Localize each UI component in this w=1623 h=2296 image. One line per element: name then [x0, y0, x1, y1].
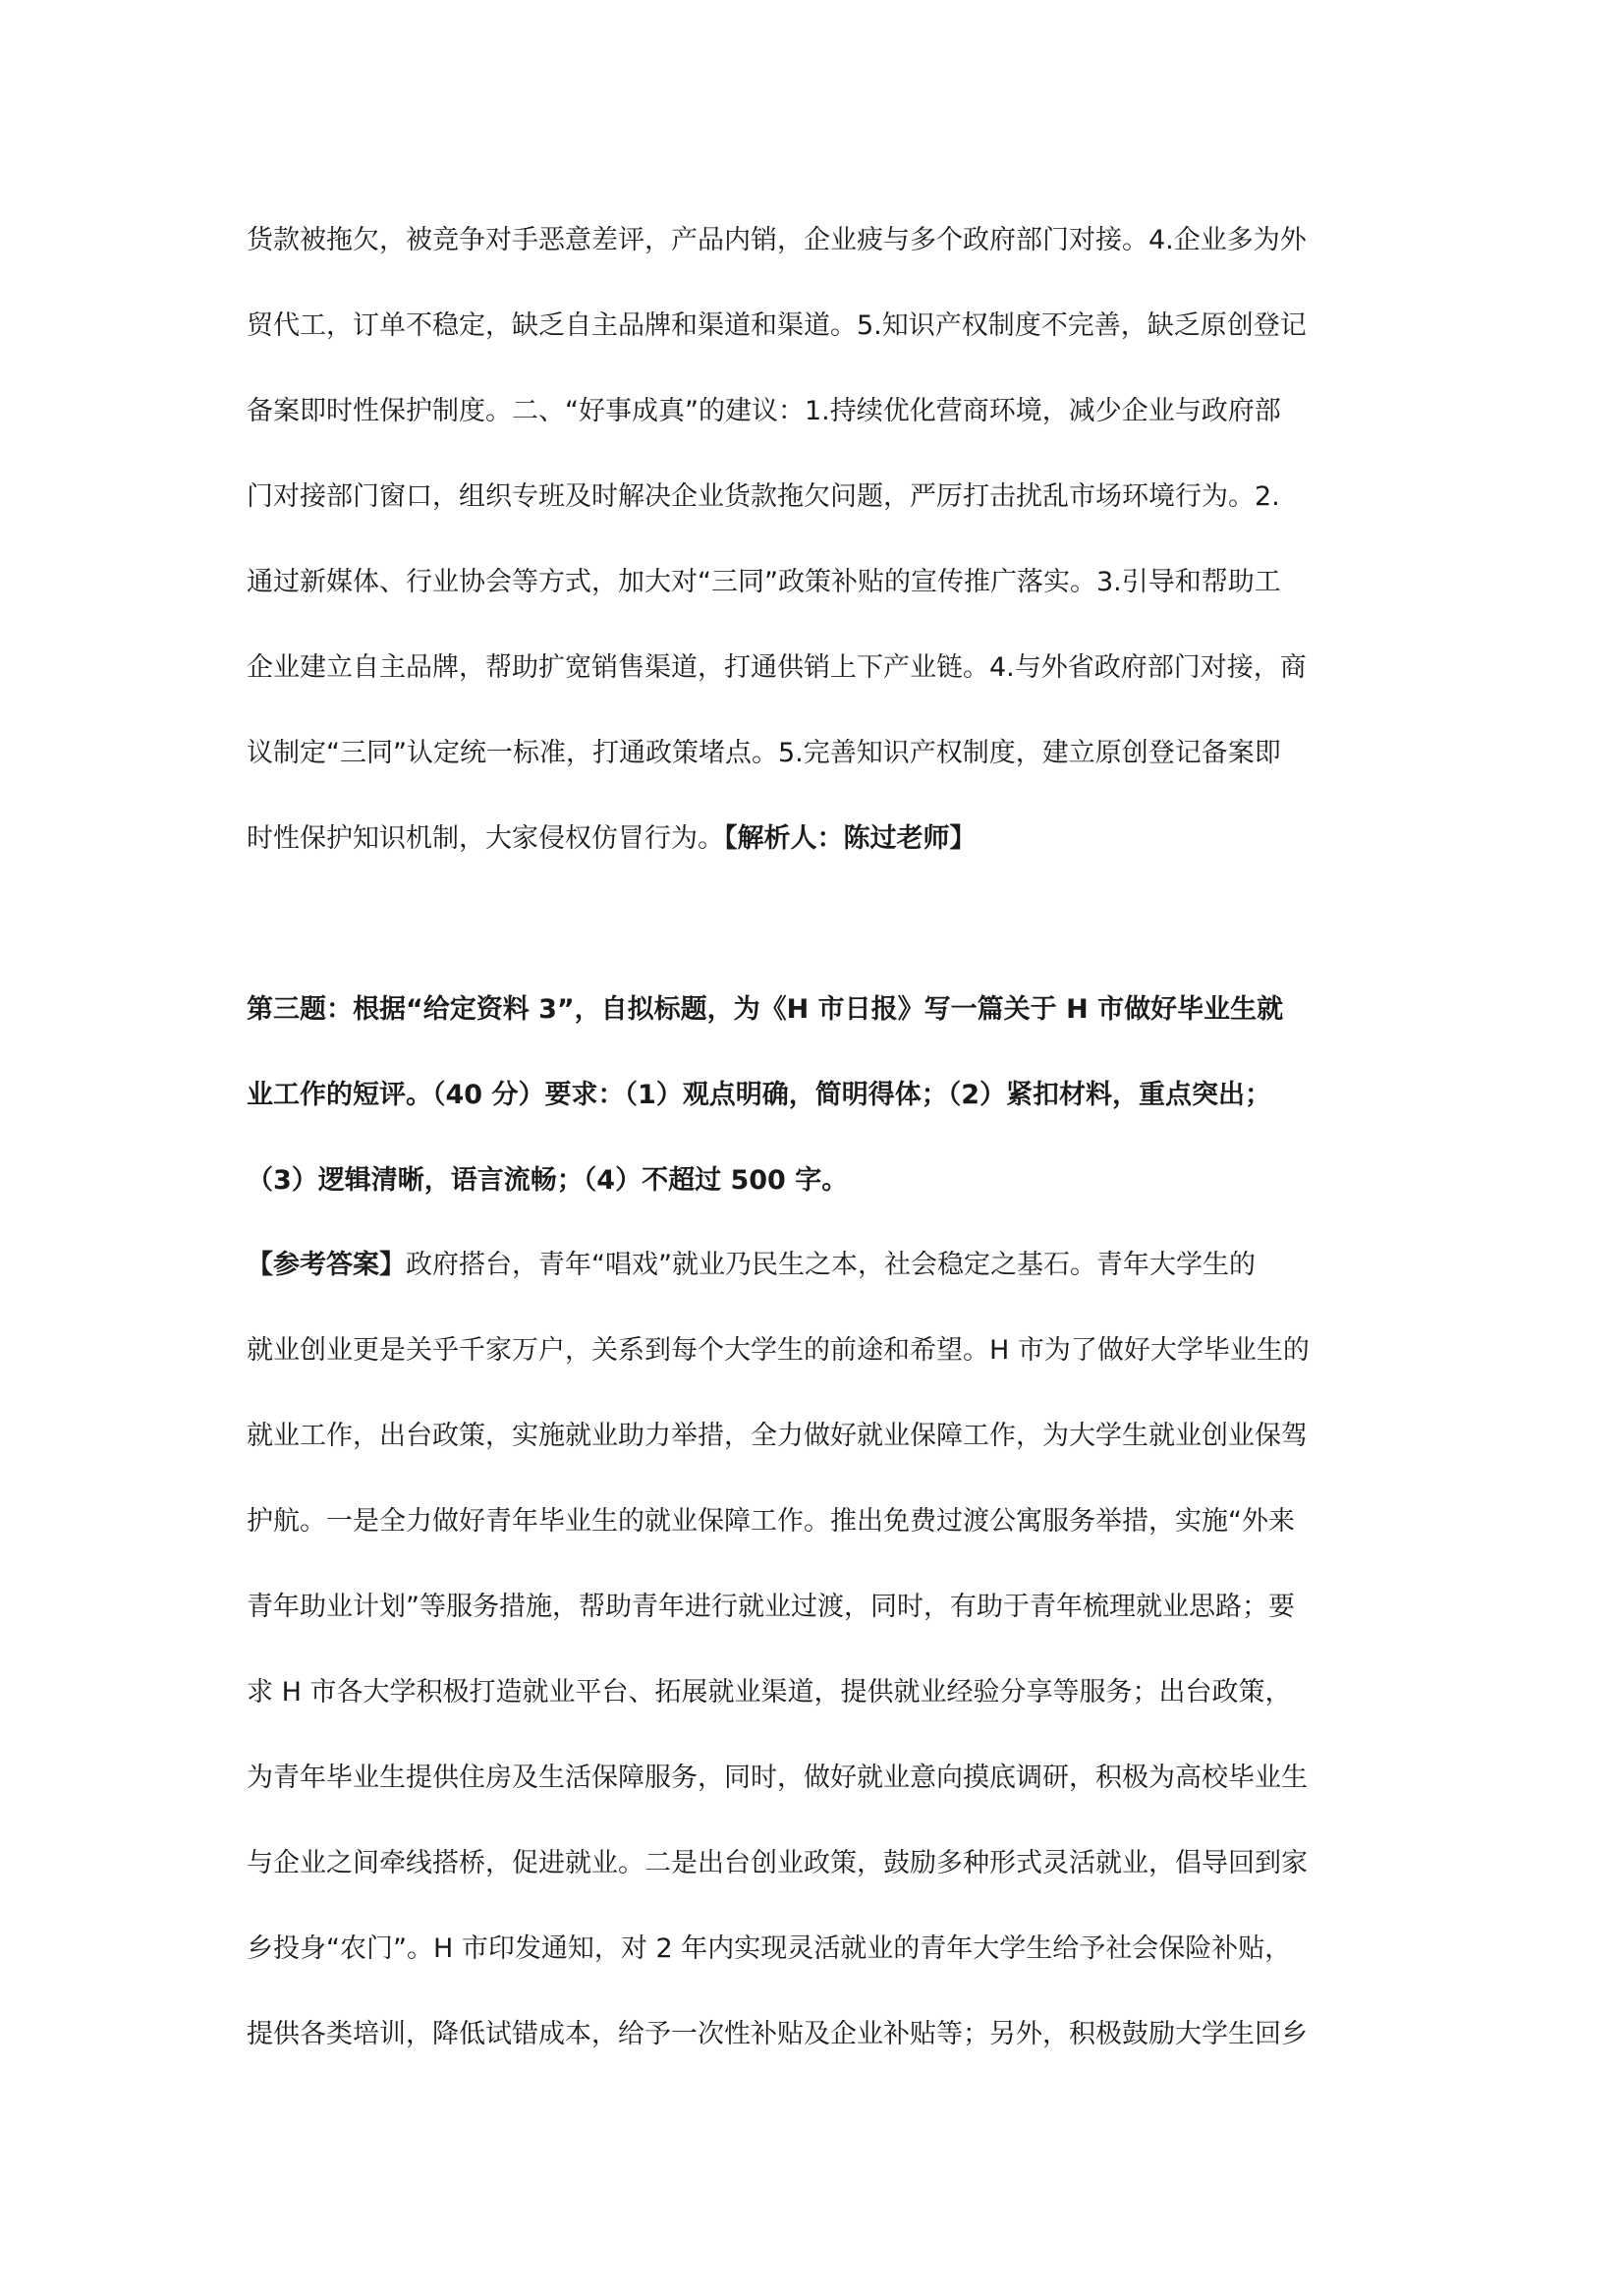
paragraph-line: 护航。一是全力做好青年毕业生的就业保障工作。推出免费过渡公寓服务举措，实施“外来	[247, 1506, 1295, 1537]
paragraph-line: 货款被拖欠，被竞争对手恶意差评，产品内销，企业疲与多个政府部门对接。4.企业多为外	[247, 225, 1307, 255]
paragraph-line: 青年助业计划”等服务措施，帮助青年进行就业过渡，同时，有助于青年梳理就业思路；要	[247, 1592, 1295, 1622]
paragraph-line: 为青年毕业生提供住房及生活保障服务，同时，做好就业意向摸底调研，积极为高校毕业生	[247, 1763, 1308, 1793]
reference-answer-label: 【参考答案】	[247, 1250, 406, 1280]
paragraph-line: 求 H 市各大学积极打造就业平台、拓展就业渠道，提供就业经验分享等服务；出台政策，	[247, 1677, 1292, 1708]
paragraph-text: 政府搭台，青年“唱戏”就业乃民生之本，社会稳定之基石。青年大学生的	[406, 1250, 1256, 1280]
paragraph-line: 门对接部门窗口，组织专班及时解决企业货款拖欠问题，严厉打击扰乱市场环境行为。2.	[247, 481, 1280, 512]
paragraph-line: 备案即时性保护制度。二、“好事成真”的建议：1.持续优化营商环境，减少企业与政府部	[247, 396, 1281, 426]
paragraph-line	[247, 819, 1391, 859]
question-line: 第三题：根据“给定资料 3”，自拟标题，为《H 市日报》写一篇关于 H 市做好毕业生就	[247, 994, 1284, 1025]
question-line: 业工作的短评。（40 分）要求：（1）观点明确，简明得体；（2）紧扣材料，重点突出；	[247, 1080, 1272, 1110]
paragraph-line: 与企业之间牵线搭桥，促进就业。二是出台创业政策，鼓励多种形式灵活就业，倡导回到家	[247, 1848, 1308, 1878]
paragraph-line: 就业创业更是关乎千家万户，关系到每个大学生的前途和希望。H 市为了做好大学毕业生的	[247, 1335, 1310, 1366]
question-line: （3）逻辑清晰，语言流畅；（4）不超过 500 字。	[247, 1165, 849, 1196]
paragraph-line: 企业建立自主品牌，帮助扩宽销售渠道，打通供销上下产业链。4.与外省政府部门对接，商	[247, 652, 1307, 683]
paragraph-line: 贸代工，订单不稳定，缺乏自主品牌和渠道和渠道。5.知识产权制度不完善，缺乏原创登记	[247, 310, 1307, 341]
paragraph-line: 通过新媒体、行业协会等方式，加大对“三同”政策补贴的宣传推广落实。3.引导和帮助工	[247, 567, 1281, 597]
paragraph-line: 就业工作，出台政策，实施就业助力举措，全力做好就业保障工作，为大学生就业创业保驾	[247, 1421, 1308, 1451]
paragraph-text: 时性保护知识机制，大家侵权仿冒行为。	[247, 823, 724, 854]
paragraph-line	[247, 1246, 1391, 1285]
analyst-credit: 【解析人：陈过老师】	[724, 823, 977, 854]
paragraph-line: 提供各类培训，降低试错成本，给予一次性补贴及企业补贴等；另外，积极鼓励大学生回乡	[247, 2019, 1308, 2049]
paragraph-line: 议制定“三同”认定统一标准，打通政策堵点。5.完善知识产权制度，建立原创登记备案即	[247, 738, 1281, 768]
paragraph-line: 乡投身“农门”。H 市印发通知，对 2 年内实现灵活就业的青年大学生给予社会保险补贴，	[247, 1933, 1292, 1964]
